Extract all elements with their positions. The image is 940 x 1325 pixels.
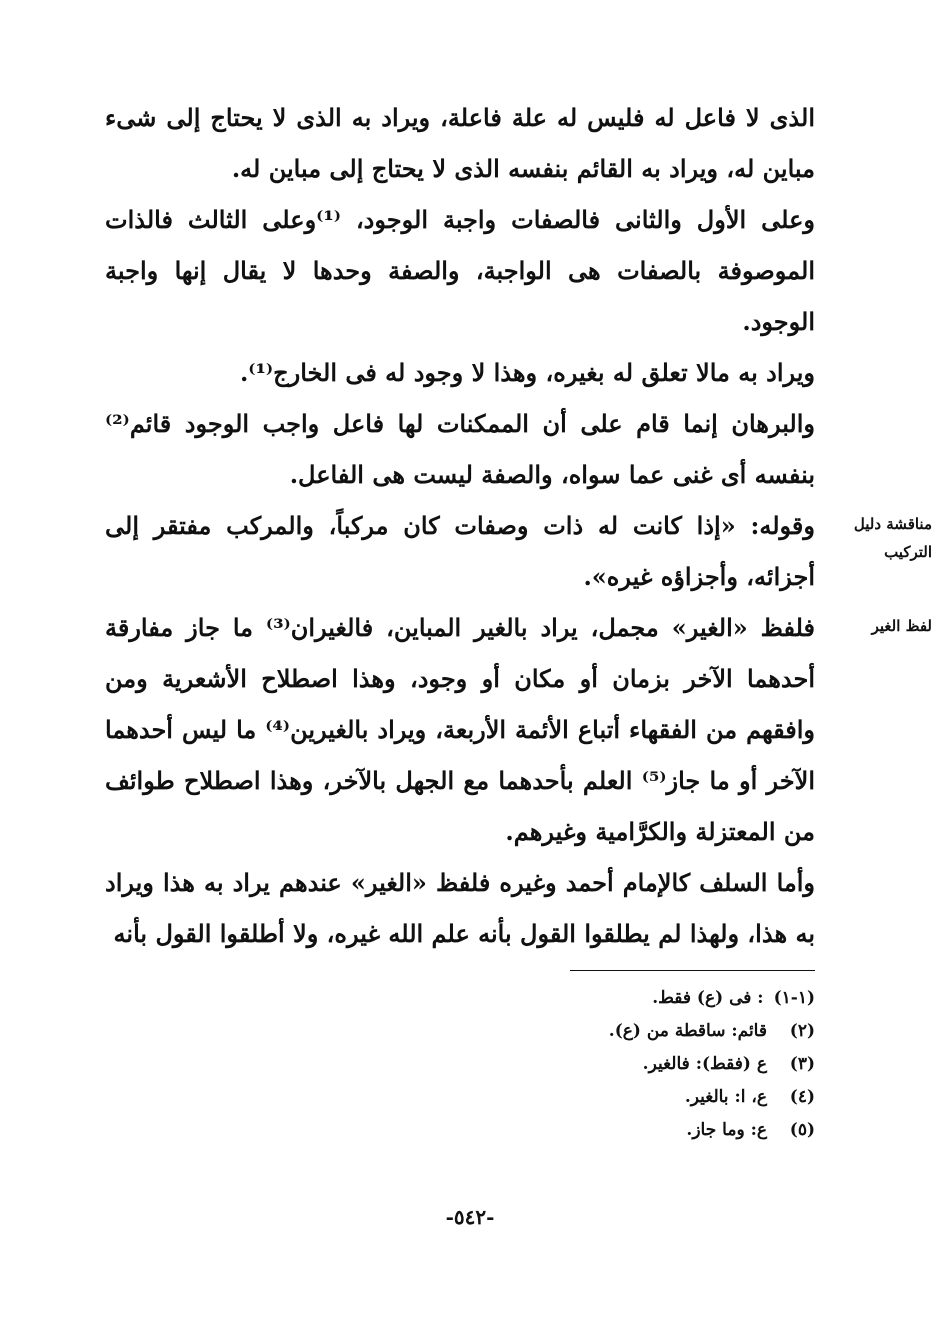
paragraph-7: وأما السلف كالإمام أحمد وغيره فلفظ «الغير» عندهم يراد به هذا ويراد به هذا، ولهذا لم يطلقوا القول بأنه علم الله غيره، ولا أطلقوا القول بأنه bbox=[105, 868, 815, 948]
footnote-text: قائم: ساقطة من (ع). bbox=[608, 1021, 767, 1041]
footnote-5 bbox=[440, 1114, 815, 1147]
page-number: -٥٤٢- bbox=[445, 1205, 495, 1229]
margin-note-composition-argument: مناقشة دليل التركيب bbox=[853, 515, 932, 561]
paragraph-1: الذى لا فاعل له فليس له علة فاعلة، ويراد به الذى لا يحتاج إلى شىء مباين له، ويراد به القائم بنفسه الذى لا يحتاج إلى مباين له. bbox=[105, 103, 815, 183]
footnote-text: ع، ا: بالغير. bbox=[684, 1087, 767, 1107]
footnote-3 bbox=[440, 1048, 815, 1081]
footnote-text: ع (فقط): فالغير. bbox=[642, 1054, 767, 1074]
paragraph-2: وعلى الأول والثانى فالصفات واجبة الوجود، ⁽¹⁾وعلى الثالث فالذات الموصوفة بالصفات هى الواجبة، والصفة وحدها لا يقال إنها واجبة الوجود. bbox=[105, 205, 815, 336]
footnote-text: ع: وما جاز. bbox=[686, 1120, 767, 1140]
footnote-number: (٥) bbox=[789, 1120, 815, 1140]
main-text-block bbox=[105, 92, 815, 959]
paragraph-3: ويراد به مالا تعلق له بغيره، وهذا لا وجود له فى الخارج⁽¹⁾. bbox=[239, 358, 815, 387]
footnote-2 bbox=[440, 1015, 815, 1048]
footnote-4 bbox=[440, 1081, 815, 1114]
footnote-text: : فى (ع) فقط. bbox=[652, 988, 764, 1008]
footnote-divider bbox=[570, 970, 815, 971]
footnote-number: (٢) bbox=[789, 1021, 815, 1041]
paragraph-6: فلفظ «الغير» مجمل، يراد بالغير المباين، فالغيران⁽³⁾ ما جاز مفارقة أحدهما الآخر بزمان أو مكان أو وجود، وهذا اصطلاح الأشعرية ومن وافقهم من الفقهاء أتباع الأئمة الأربعة، ويراد بالغيرين⁽⁴⁾ ما ليس أحدهما الآخر أو ما جاز⁽⁵⁾ العلم بأحدهما مع الجهل بالآخر، وهذا اصطلاح طوائف من المعتزلة والكرَّامية وغيرهم. bbox=[105, 613, 816, 846]
paragraph-4: والبرهان إنما قام على أن الممكنات لها فاعل واجب الوجود قائم⁽²⁾ بنفسه أى غنى عما سواه، والصفة ليست هى الفاعل. bbox=[105, 409, 815, 489]
margin-note-term-other: لفظ الغير bbox=[871, 617, 932, 635]
paragraph-5: وقوله: «إذا كانت له ذات وصفات كان مركباً، والمركب مفتقر إلى أجزائه، وأجزاؤه غيره». bbox=[105, 511, 815, 591]
footnote-number: (٣) bbox=[789, 1054, 815, 1074]
footnote-number: (٤) bbox=[789, 1087, 815, 1107]
footnotes-block bbox=[440, 982, 815, 1147]
footnote-1 bbox=[440, 982, 815, 1015]
footnote-number: (١-١) bbox=[773, 988, 815, 1008]
